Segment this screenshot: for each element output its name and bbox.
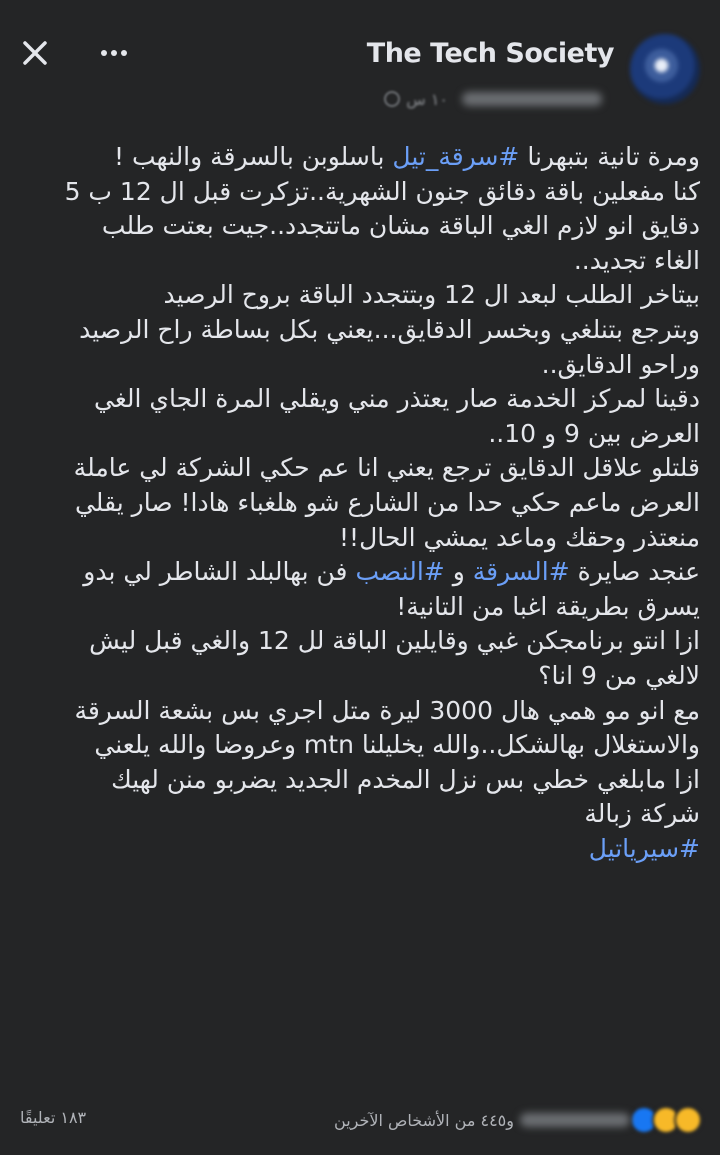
post-line [20,348,700,383]
post-text-segment: عنجد صايرة [569,557,700,587]
post-line [20,832,700,867]
blurred-author-name [462,92,602,106]
post-line [20,555,700,590]
post-text-segment: ومرة تانية بتبهرنا [519,142,700,171]
hashtag-link[interactable]: #النصب [355,557,445,587]
post-meta [384,88,602,110]
post-header [0,0,720,130]
post-line [20,486,700,521]
post-text-segment: دقينا لمركز الخدمة صار يعتذر مني ويقلي المرة الجاي الغي [94,384,700,414]
hashtag-link[interactable]: #السرقة [472,557,570,587]
post-line [20,175,700,210]
post-line [20,659,700,694]
close-button[interactable] [18,36,52,70]
post-line [20,624,700,659]
post-line [20,728,700,763]
page-avatar[interactable] [630,34,700,104]
post-text-segment: شركة زبالة [584,799,700,829]
post-text-segment: الغاء تجديد.. [573,245,700,275]
post-text-segment: باسلوبن بالسرقة والنهب ! [113,142,393,171]
post-text-segment: العرض بين 9 و 10.. [488,418,700,448]
post-text-segment: فن بهالبلد الشاطر لي بدو [83,557,356,587]
post-text-segment: مع انو مو همي هال 3000 ليرة متل اجري بس بشعة السرقة [74,695,700,725]
blurred-reactor-names [520,1113,630,1127]
post-text-segment: وراحو الدقايق.. [541,349,700,379]
more-options-button[interactable] [94,36,134,70]
post-line [20,417,700,452]
comment-count[interactable]: ١٨٣ تعليقًا [20,1108,87,1127]
page-name[interactable]: The Tech Society [366,38,614,69]
post-line [20,797,700,832]
post-line [20,313,700,348]
hashtag-link[interactable]: #سرقة_تيل [392,142,520,171]
post-text-segment: يسرق بطريقة اغبا من التانية! [396,591,700,621]
post-text-segment: ازا انتو برنامجكن غبي وقايلين الباقة لل 12 والغي قبل ليش [89,626,700,656]
post-text-segment: والاستغلال بهالشكل..والله يخليلنا mtn وعروضا والله يلعني [94,730,700,760]
post-text-segment: ازا مابلغي خطي بس نزل المخدم الجديد يضربو منن لهيك [111,764,700,794]
post-text-segment: لالغي من 9 انا؟ [538,660,700,690]
post-text-segment: منعتذر وحقك وماعد يمشي الحال!! [339,522,700,552]
post-text-segment: دقايق انو لازم الغي الباقة مشان ماتتجدد..جيت بعتت طلب [101,211,700,241]
post-time[interactable]: ١٠ س [406,89,448,109]
post-text-segment: العرض ماعم حكي حدا من الشارع شو هلغباء هادا! صار يقلي [74,487,700,517]
post-text-segment: و [444,557,473,587]
reaction-icons [636,1106,702,1134]
post-text-segment: بيتاخر الطلب لبعد ال 12 وبتتجدد الباقة بروح الرصيد [163,280,700,310]
more-options-icon [100,49,128,57]
reactions-count[interactable]: و٤٤٥ من الأشخاص الآخرين [334,1110,514,1130]
post-line [20,244,700,279]
post-text-segment: وبترجع بتنلغي وبخسر الدقايق...يعني بكل بساطة راح الرصيد [79,314,700,344]
post-text-segment: كنا مفعلين باقة دقائق جنون الشهرية..تزكرت قبل ال 12 ب 5 [64,176,700,206]
sad-icon [674,1106,702,1134]
post-line [20,521,700,556]
post-text-segment: قلتلو علاقل الدقايق ترجع يعني انا عم حكي الشركة لي عاملة [73,453,700,483]
reactions-summary[interactable] [334,1106,702,1134]
post-line [20,209,700,244]
post-line [20,694,700,729]
post-text [20,140,700,866]
post-line [20,140,700,175]
post-line [20,451,700,486]
globe-icon [384,91,400,107]
post-line [20,382,700,417]
post-line [20,763,700,798]
post-footer [0,1098,720,1142]
hashtag-link[interactable]: #سيرياتيل [588,833,700,863]
post-line [20,590,700,625]
post-line [20,278,700,313]
close-icon [22,40,48,66]
